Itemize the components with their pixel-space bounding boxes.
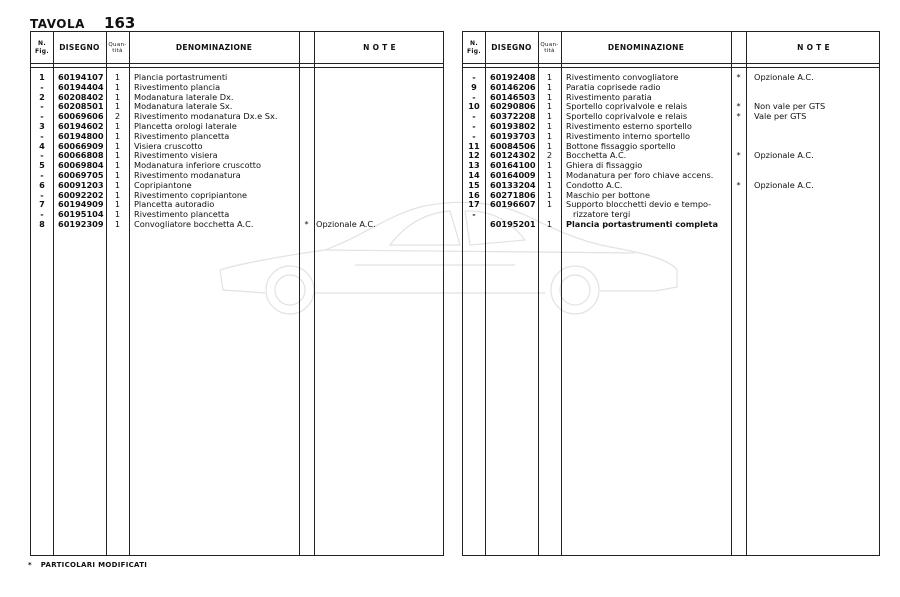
footer-legend [28,561,147,569]
right-rows [463,73,879,230]
note-cell: Vale per GTS [754,111,807,122]
fig-cell: 4 [39,140,45,151]
denominazione-cell: Plancia portastrumenti completa [566,218,718,229]
fig-cell: - [40,130,44,141]
denominazione-cell: Plancia portastrumenti [134,72,228,82]
qty-cell: 1 [546,120,553,131]
disegno-cell: 60146503 [490,91,536,102]
denominazione-cell: Condotto A.C. [566,179,623,190]
fig-cell: - [472,111,476,122]
fig-cell: 10 [468,101,480,112]
tavola-number: 163 [104,14,136,32]
fig-cell: - [472,72,476,82]
denominazione-cell: rizzatore tergi [573,209,631,220]
denominazione-cell: Rivestimento interno sportello [566,130,690,141]
disegno-cell: 60372208 [490,111,536,122]
denominazione-header: DENOMINAZIONE [607,43,685,52]
star-cell: * [736,101,741,112]
fig-cell: 7 [39,199,45,210]
disegno-cell: 60194602 [58,120,104,131]
qty-cell: 1 [546,81,553,92]
fig-cell: - [472,120,476,131]
disegno-cell: 60164009 [490,169,536,180]
disegno-cell: 60208402 [58,91,104,102]
qty-cell: 1 [114,209,121,220]
note-cell: Opzionale A.C. [754,179,814,190]
qty-cell: 1 [114,169,121,180]
denominazione-cell: Modanatura laterale Dx. [134,91,234,102]
fig-cell: 8 [39,218,45,229]
denominazione-cell: Modanatura laterale Sx. [134,101,233,112]
denominazione-cell: Rivestimento plancetta [134,209,230,220]
fig-cell: 13 [468,160,480,171]
qty-cell: 1 [546,189,553,200]
disegno-cell: 60069606 [58,111,104,122]
denominazione-cell: Rivestimento plancetta [134,130,230,141]
denominazione-cell: Rivestimento visiera [134,150,218,161]
qty-cell: 1 [546,130,553,141]
disegno-cell: 60193703 [490,130,536,141]
tavola-title [30,13,135,32]
nfig-header: N. Fig. [467,39,481,55]
disegno-cell: 60194800 [58,130,104,141]
fig-cell: 15 [468,179,480,190]
disegno-cell: 60164100 [490,160,536,171]
qty-cell: 1 [546,160,553,171]
denominazione-cell: Modanatura inferiore cruscotto [134,160,262,171]
fig-cell: 14 [468,169,480,180]
qty-cell: 1 [546,169,553,180]
star-cell: * [736,150,741,161]
qty-cell: 1 [114,72,121,82]
disegno-header: DISEGNO [491,43,532,52]
denominazione-cell: Plancetta orologi laterale [134,120,237,131]
qty-cell: 2 [114,111,121,122]
denominazione-cell: Copripiantone [134,179,192,190]
fig-cell: - [472,91,476,102]
qty-cell: 2 [546,150,553,161]
fig-cell: 17 [468,199,480,210]
disegno-cell: 60195104 [58,209,104,220]
note-cell: Opzionale A.C. [754,72,814,82]
disegno-cell: 60069705 [58,169,104,180]
star-cell: * [736,72,741,82]
qty-cell: 1 [114,160,121,171]
disegno-cell: 60124302 [490,150,536,161]
denominazione-cell: Ghiera di fissaggio [566,160,643,171]
denominazione-cell: Rivestimento paratia [566,91,652,102]
denominazione-cell: Rivestimento copripiantone [134,189,248,200]
qty-cell: 1 [114,179,121,190]
left-rows [31,73,443,230]
qty-cell: 1 [114,218,121,229]
denominazione-cell: Sportello coprivalvole e relais [566,101,688,112]
note-cell: Non vale per GTS [754,101,826,112]
disegno-cell: 60146206 [490,81,536,92]
denominazione-cell: Visiera cruscotto [134,140,203,151]
denominazione-cell: Rivestimento plancia [134,81,221,92]
fig-cell: - [40,150,44,161]
fig-cell: - [40,169,44,180]
denominazione-cell: Rivestimento modanatura Dx.e Sx. [134,111,278,122]
qty-cell: 1 [114,189,121,200]
star-cell: * [736,179,741,190]
qty-cell: 1 [546,179,553,190]
disegno-cell: 60192309 [58,218,104,229]
fig-cell: 11 [468,140,480,151]
disegno-cell: 60133204 [490,179,536,190]
denominazione-cell: Convogliatore bocchetta A.C. [134,218,254,229]
denominazione-cell: Supporto blocchetti devio e tempo- [566,199,712,210]
disegno-cell: 60194404 [58,81,104,92]
denominazione-cell: Maschio per bottone [566,189,650,200]
fig-cell: 3 [39,120,45,131]
note-cell: Opzionale A.C. [316,218,376,229]
fig-cell: 9 [471,81,477,92]
disegno-cell: 60194909 [58,199,104,210]
qty-cell: 1 [546,72,553,82]
note-cell: Opzionale A.C. [754,150,814,161]
qty-cell: 1 [546,91,553,102]
fig-cell: - [40,189,44,200]
star-cell: * [736,111,741,122]
nfig-header: N. Fig. [35,39,49,55]
qty-cell: 1 [114,91,121,102]
left-parts-table [30,31,444,556]
qty-cell: 1 [114,130,121,141]
fig-cell: 16 [468,189,480,200]
disegno-cell: 60271806 [490,189,536,200]
disegno-cell: 60091203 [58,179,104,190]
fig-cell: - [40,209,44,220]
right-parts-table [462,31,880,556]
denominazione-cell: Bocchetta A.C. [566,150,627,161]
fig-cell: 12 [468,150,480,161]
qty-cell: 1 [114,101,121,112]
disegno-cell: 60208501 [58,101,104,112]
denominazione-cell: Rivestimento esterno sportello [566,120,692,131]
disegno-cell: 60194107 [58,72,104,82]
fig-cell: 5 [39,160,45,171]
qty-cell: 1 [546,199,553,210]
qty-cell: 1 [546,140,553,151]
qty-cell: 1 [546,101,553,112]
qty-cell: 1 [114,140,121,151]
denominazione-cell: Paratia coprisede radio [566,81,661,92]
disegno-cell: 60084506 [490,140,536,151]
fig-cell: - [40,81,44,92]
disegno-cell: 60193802 [490,120,536,131]
table-row [463,220,879,230]
star-cell: * [304,218,309,229]
denominazione-cell: Bottone fissaggio sportello [566,140,676,151]
quantita-header: Quan-tità [108,41,127,54]
disegno-cell: 60066808 [58,150,104,161]
qty-cell: 1 [114,120,121,131]
qty-cell: 1 [546,111,553,122]
denominazione-cell: Rivestimento modanatura [134,169,241,180]
disegno-cell: 60290806 [490,101,536,112]
fig-cell: - [40,111,44,122]
disegno-cell: 60066909 [58,140,104,151]
fig-cell: 6 [39,179,45,190]
denominazione-cell: Sportello coprivalvole e relais [566,111,688,122]
note-header: N O T E [797,43,830,52]
table-row [463,200,879,210]
fig-cell: 2 [39,91,45,102]
qty-cell: 1 [114,150,121,161]
qty-cell: 1 [114,81,121,92]
disegno-header: DISEGNO [59,43,100,52]
qty-cell: 1 [546,218,553,229]
denominazione-header: DENOMINAZIONE [175,43,253,52]
qty-cell: 1 [114,199,121,210]
denominazione-cell: Modanatura per foro chiave accens. [566,169,714,180]
note-header: N O T E [363,43,396,52]
fig-cell: - [40,101,44,112]
star-icon: * [28,561,32,569]
denominazione-cell: Rivestimento convogliatore [566,72,679,82]
disegno-cell: 60196607 [490,199,536,210]
disegno-cell: 60092202 [58,189,104,200]
fig-cell: - [472,130,476,141]
disegno-cell: 60195201 [490,218,536,229]
tavola-label: TAVOLA [30,17,85,31]
disegno-cell: 60069804 [58,160,104,171]
table-row [31,220,443,230]
fig-cell: 1 [39,72,45,82]
disegno-cell: 60192408 [490,72,536,82]
fig-cell: - [472,209,476,220]
quantita-header: Quan-tità [540,41,559,54]
denominazione-cell: Plancetta autoradio [134,199,215,210]
footer-text: PARTICOLARI MODIFICATI [40,561,148,569]
